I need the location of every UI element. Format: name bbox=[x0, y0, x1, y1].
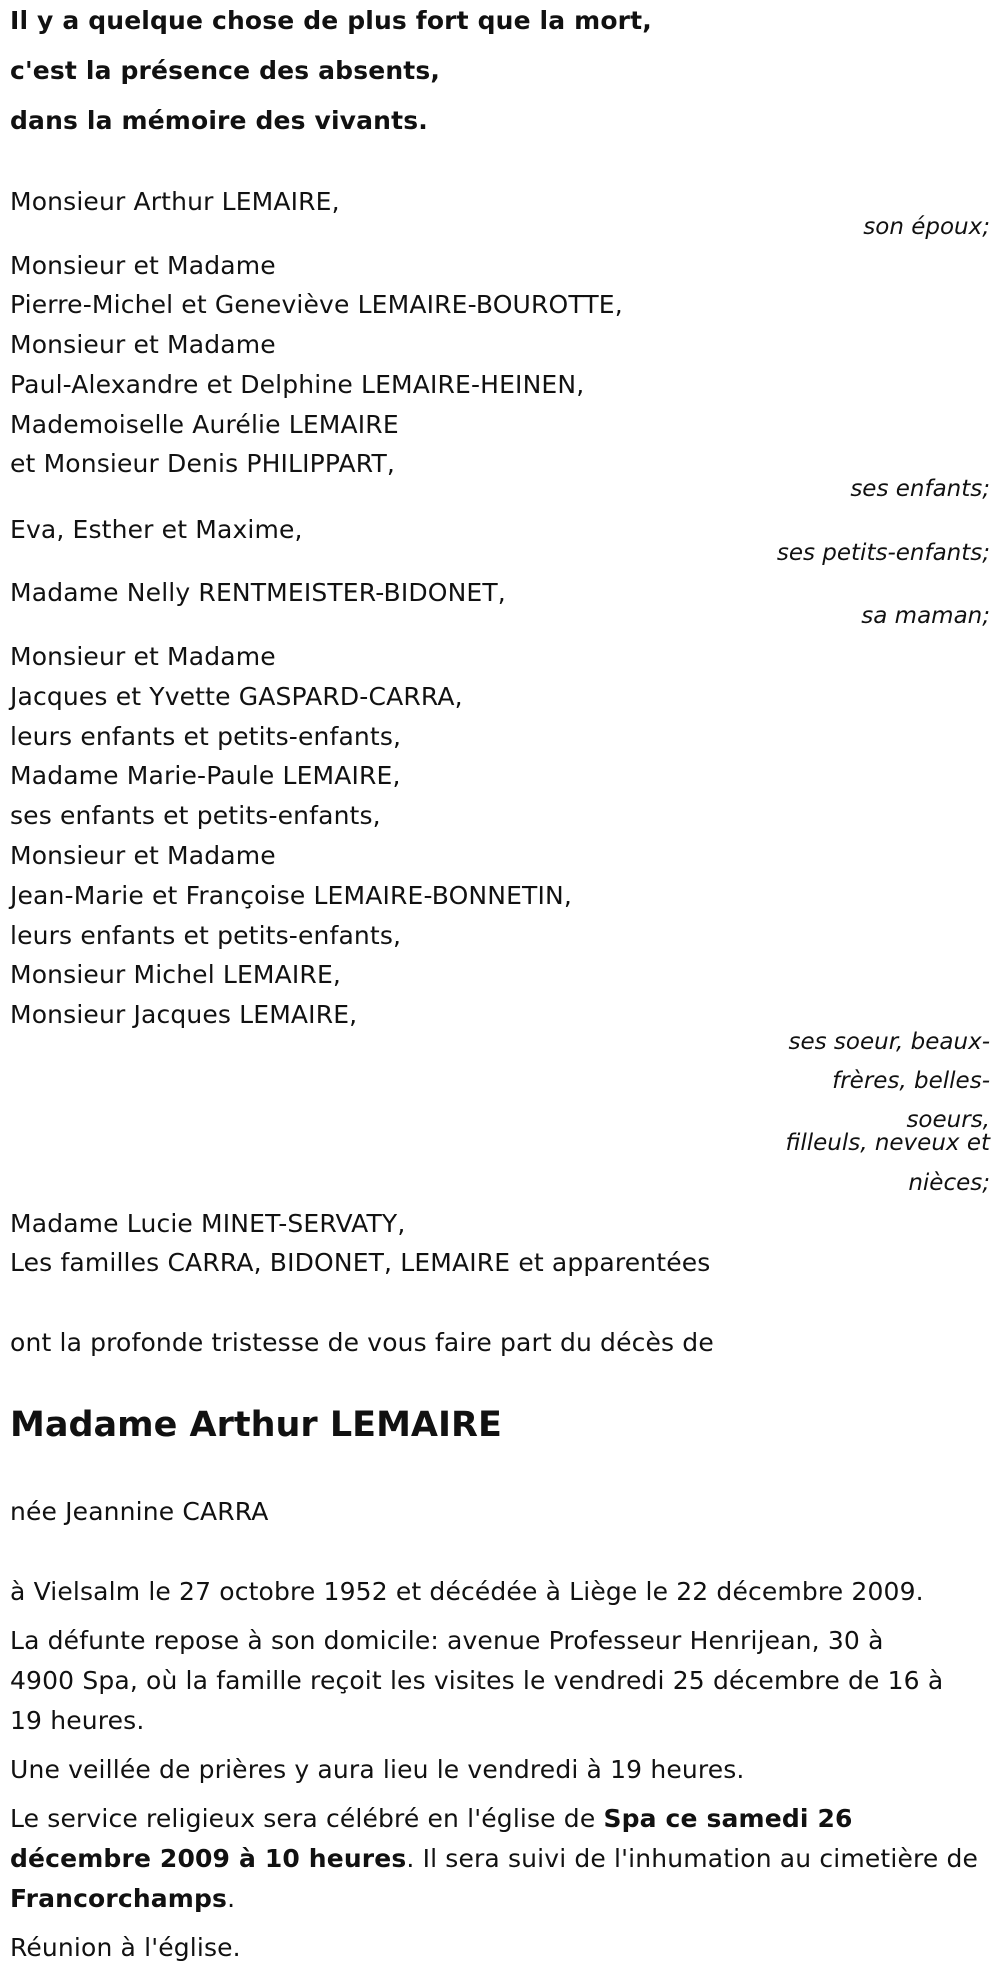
siblings-relation-1: ses soeur, beaux- bbox=[788, 1029, 990, 1055]
siblings-line-9: Monsieur Michel LEMAIRE, bbox=[10, 960, 341, 989]
others-line-2: Les familles CARRA, BIDONET, LEMAIRE et apparentées bbox=[10, 1248, 711, 1277]
siblings-line-8: leurs enfants et petits-enfants, bbox=[10, 921, 402, 950]
children-line-5: Mademoiselle Aurélie LEMAIRE bbox=[10, 410, 399, 439]
siblings-relation-2: frères, belles- bbox=[832, 1068, 990, 1094]
deceased-name: Madame Arthur LEMAIRE bbox=[10, 1405, 502, 1445]
siblings-relation-4: filleuls, neveux et bbox=[785, 1130, 990, 1156]
siblings-line-10: Monsieur Jacques LEMAIRE, bbox=[10, 1000, 358, 1029]
obituary-notice bbox=[10, 0, 990, 1984]
service-line-3 bbox=[10, 1884, 235, 1914]
children-line-4: Paul-Alexandre et Delphine LEMAIRE-HEINEN, bbox=[10, 370, 585, 399]
epigraph-line-3: dans la mémoire des vivants. bbox=[10, 106, 428, 135]
cemetery-name: Francorchamps bbox=[10, 1884, 228, 1913]
rest-line-3: 19 heures. bbox=[10, 1706, 145, 1735]
epigraph-line-2: c'est la présence des absents, bbox=[10, 56, 441, 85]
siblings-line-1: Monsieur et Madame bbox=[10, 642, 276, 671]
dates-text: à Vielsalm le 27 octobre 1952 et décédée à Liège le 22 décembre 2009. bbox=[10, 1577, 924, 1606]
meeting-text: Réunion à l'église. bbox=[10, 1933, 241, 1962]
grandchildren-relation: ses petits-enfants; bbox=[776, 540, 990, 566]
children-line-2: Pierre-Michel et Geneviève LEMAIRE-BOUROTTE, bbox=[10, 290, 623, 319]
rest-line-1: La défunte repose à son domicile: avenue Professeur Henrijean, 30 à bbox=[10, 1626, 884, 1655]
service-line-1 bbox=[10, 1804, 853, 1834]
mother-relation: sa maman; bbox=[861, 603, 990, 629]
siblings-relation-5: nièces; bbox=[908, 1170, 990, 1196]
children-line-3: Monsieur et Madame bbox=[10, 330, 276, 359]
siblings-line-5: ses enfants et petits-enfants, bbox=[10, 801, 381, 830]
siblings-relation-3: soeurs, bbox=[906, 1107, 990, 1133]
children-relation: ses enfants; bbox=[850, 476, 990, 502]
siblings-line-6: Monsieur et Madame bbox=[10, 841, 276, 870]
vigil-text: Une veillée de prières y aura lieu le vendredi à 19 heures. bbox=[10, 1755, 745, 1784]
epigraph-line-1: Il y a quelque chose de plus fort que la mort, bbox=[10, 6, 652, 35]
rest-line-2: 4900 Spa, où la famille reçoit les visites le vendredi 25 décembre de 16 à bbox=[10, 1666, 944, 1695]
service-intro: Le service religieux sera célébré en l'église de bbox=[10, 1804, 604, 1833]
children-line-6: et Monsieur Denis PHILIPPART, bbox=[10, 449, 395, 478]
others-line-1: Madame Lucie MINET-SERVATY, bbox=[10, 1209, 406, 1238]
service-middle: . Il sera suivi de l'inhumation au cimetière de bbox=[406, 1844, 979, 1873]
mother-name: Madame Nelly RENTMEISTER-BIDONET, bbox=[10, 578, 506, 607]
service-line-2 bbox=[10, 1844, 978, 1874]
siblings-line-2: Jacques et Yvette GASPARD-CARRA, bbox=[10, 682, 463, 711]
grandchildren-names: Eva, Esther et Maxime, bbox=[10, 515, 303, 544]
service-date-time: décembre 2009 à 10 heures bbox=[10, 1844, 407, 1873]
birth-name: née Jeannine CARRA bbox=[10, 1497, 269, 1526]
siblings-line-4: Madame Marie-Paule LEMAIRE, bbox=[10, 761, 401, 790]
siblings-line-7: Jean-Marie et Françoise LEMAIRE-BONNETIN, bbox=[10, 881, 572, 910]
service-end: . bbox=[227, 1884, 236, 1913]
service-place-date: Spa ce samedi 26 bbox=[603, 1804, 853, 1833]
spouse-name: Monsieur Arthur LEMAIRE, bbox=[10, 187, 340, 216]
announcement-text: ont la profonde tristesse de vous faire part du décès de bbox=[10, 1328, 714, 1357]
children-line-1: Monsieur et Madame bbox=[10, 251, 276, 280]
spouse-relation: son époux; bbox=[863, 214, 990, 240]
siblings-line-3: leurs enfants et petits-enfants, bbox=[10, 722, 402, 751]
